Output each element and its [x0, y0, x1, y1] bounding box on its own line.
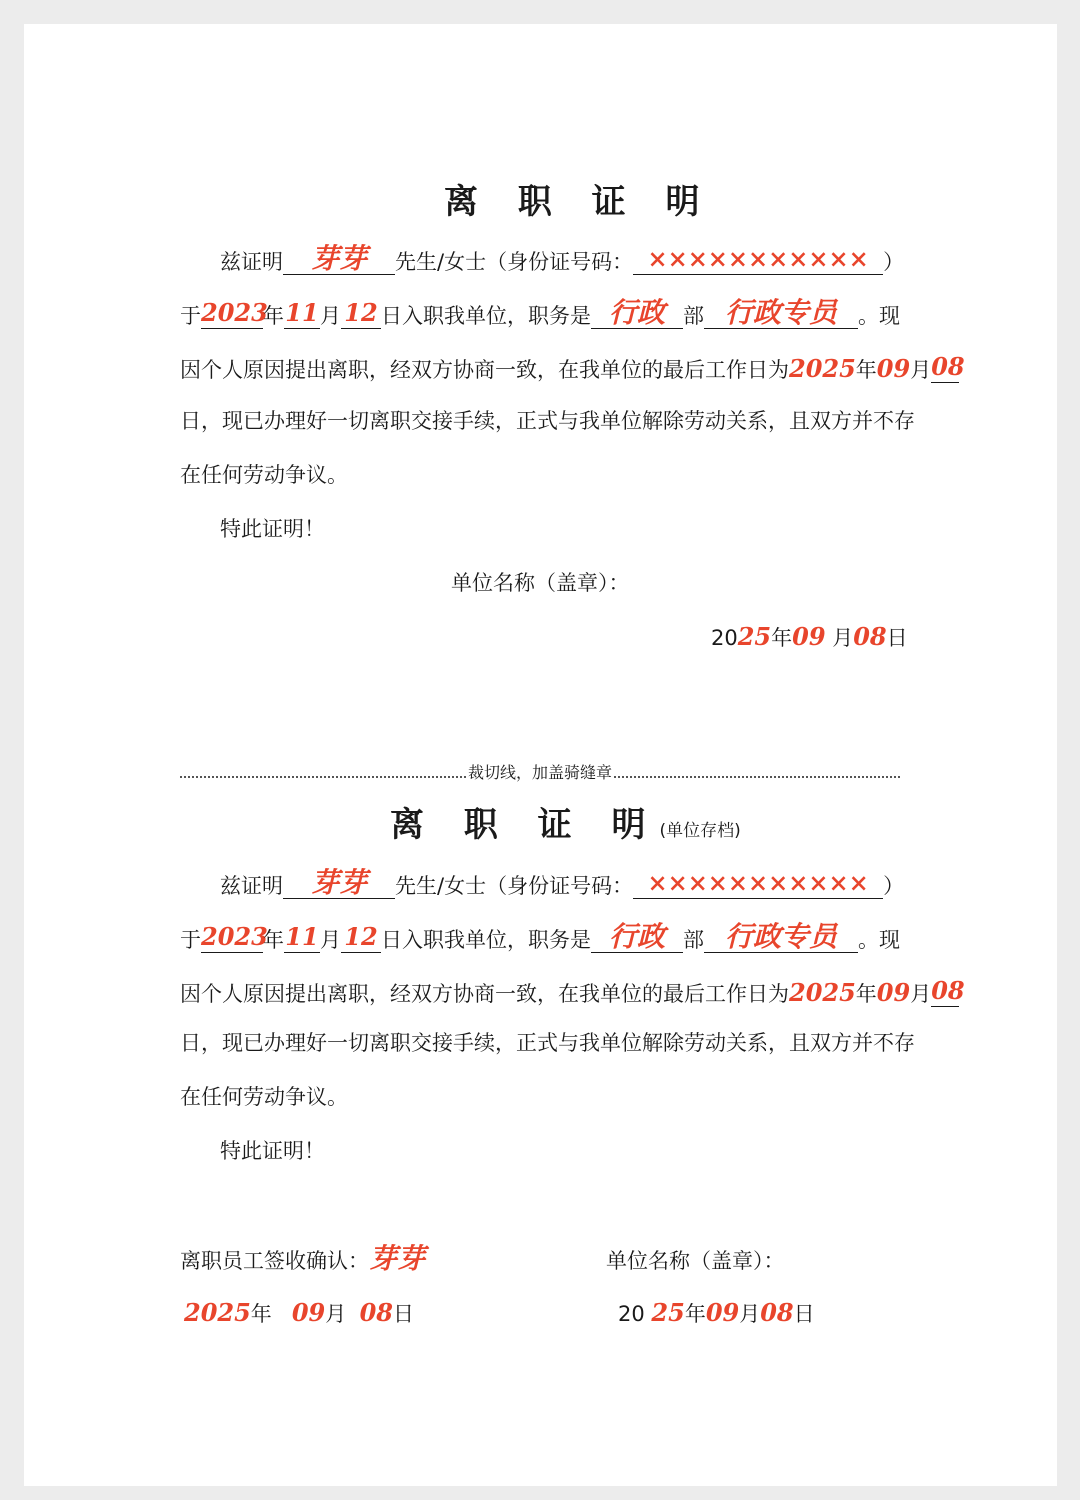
- text: 月: [910, 982, 932, 1006]
- entry-month-blank: [284, 298, 320, 329]
- entry-day-blank: [341, 922, 381, 953]
- co-date-month: 09: [705, 1298, 740, 1327]
- entry-year: 2023: [201, 298, 268, 327]
- entry-day: 12: [344, 922, 378, 951]
- co-date-day: 08: [760, 1298, 794, 1327]
- text: 。现: [858, 928, 900, 952]
- cert1-date: [711, 624, 908, 651]
- employee-name: 芽芽: [310, 866, 367, 899]
- department-blank: [591, 922, 683, 953]
- cert2-company-label: 单位名称（盖章）：: [606, 1249, 785, 1273]
- cut-line: [180, 760, 900, 783]
- employee-sign-row: [180, 1242, 426, 1275]
- department: 行政: [608, 296, 665, 329]
- cert1-line4: 日，现已办理好一切离职交接手续，正式与我单位解除劳动关系，且双方并不存: [180, 409, 915, 433]
- text: 日入职我单位，职务是: [381, 304, 591, 328]
- text: 。现: [858, 304, 900, 328]
- cert1-line1: [220, 244, 904, 275]
- text: 月: [320, 928, 341, 952]
- employee-sign-date: [184, 1300, 414, 1327]
- text: 月: [910, 358, 932, 382]
- position-blank: [704, 298, 858, 329]
- cert2-closing: 特此证明！: [220, 1139, 325, 1163]
- text: 年: [855, 358, 877, 382]
- text: 兹证明: [220, 874, 283, 898]
- cert1-line2: [180, 298, 900, 329]
- cert1-closing: 特此证明！: [220, 517, 325, 541]
- id-blank: [633, 868, 883, 899]
- cert1-line5: 在任何劳动争议。: [180, 463, 348, 487]
- cert2-line2: [180, 922, 900, 953]
- date-month: 09: [792, 622, 826, 651]
- co-date-year: 25: [651, 1298, 685, 1327]
- text: 年: [855, 982, 877, 1006]
- employee-sign-label: 离职员工签收确认：: [180, 1249, 369, 1273]
- employee-name: 芽芽: [310, 242, 367, 275]
- cert2-title-row: [390, 797, 741, 846]
- name-blank: [283, 868, 395, 899]
- entry-month: 11: [285, 298, 319, 327]
- cert2-line1: [220, 868, 904, 899]
- last-day: 08: [931, 352, 965, 381]
- id-number: ×××××××××××: [647, 244, 869, 273]
- text: 兹证明: [220, 250, 283, 274]
- date-year: 25: [737, 622, 772, 651]
- cert2-line5: 在任何劳动争议。: [180, 1085, 348, 1109]
- cert2-line4: 日，现已办理好一切离职交接手续，正式与我单位解除劳动关系，且双方并不存: [180, 1031, 915, 1055]
- text: 年: [263, 928, 284, 952]
- text: 日: [793, 1302, 815, 1326]
- last-month: 09: [876, 354, 911, 383]
- entry-day: 12: [344, 298, 378, 327]
- text: 因个人原因提出离职，经双方协商一致，在我单位的最后工作日为: [180, 982, 789, 1006]
- text: 因个人原因提出离职，经双方协商一致，在我单位的最后工作日为: [180, 358, 789, 382]
- last-year: 2025: [789, 354, 856, 383]
- text: 于: [180, 928, 201, 952]
- cert2-line3: [180, 976, 965, 1007]
- text: 月: [320, 304, 341, 328]
- department: 行政: [608, 920, 665, 953]
- text: 日: [886, 626, 908, 650]
- text: 部: [683, 304, 704, 328]
- cert2-title: 离 职 证 明: [390, 805, 660, 845]
- text: 20: [618, 1302, 645, 1326]
- entry-month: 11: [285, 922, 319, 951]
- name-blank: [283, 244, 395, 275]
- company-sign-date: [618, 1300, 815, 1327]
- dotted-line: [614, 766, 900, 778]
- text: 年: [684, 1302, 706, 1326]
- entry-year: 2023: [201, 922, 268, 951]
- text: 年: [771, 626, 793, 650]
- text: 日: [393, 1302, 414, 1326]
- id-number: ×××××××××××: [647, 868, 869, 897]
- text: 月: [325, 1302, 347, 1326]
- cert1-title: 离 职 证 明: [444, 182, 714, 222]
- cut-line-label: 裁切线，加盖骑缝章: [468, 763, 613, 782]
- last-year: 2025: [789, 978, 856, 1007]
- id-blank: [633, 244, 883, 275]
- text: ）: [883, 874, 905, 898]
- entry-year-blank: [201, 298, 268, 329]
- emp-date-day: 08: [359, 1298, 393, 1327]
- text: 20: [711, 626, 738, 650]
- cert1-line3: [180, 352, 965, 383]
- department-blank: [591, 298, 683, 329]
- text: 先生/女士（身份证号码：: [395, 250, 634, 274]
- text: 月: [825, 626, 854, 650]
- cert1-company-label: 单位名称（盖章）：: [451, 571, 630, 595]
- position-blank: [704, 922, 858, 953]
- employee-signature: 芽芽: [369, 1242, 426, 1275]
- last-day-blank: [931, 352, 965, 383]
- position: 行政专员: [724, 920, 837, 953]
- date-day: 08: [853, 622, 887, 651]
- cert2-title-note: (单位存档): [659, 821, 741, 841]
- document-page: [24, 24, 1057, 1486]
- text: ）: [883, 250, 905, 274]
- position: 行政专员: [724, 296, 837, 329]
- entry-month-blank: [284, 922, 320, 953]
- emp-date-month: 09: [291, 1298, 326, 1327]
- text: 部: [683, 928, 704, 952]
- text: 月: [739, 1302, 761, 1326]
- text: 年: [263, 304, 284, 328]
- last-day: 08: [931, 976, 965, 1005]
- entry-year-blank: [201, 922, 268, 953]
- entry-day-blank: [341, 298, 381, 329]
- text: 日入职我单位，职务是: [381, 928, 591, 952]
- last-day-blank: [931, 976, 965, 1007]
- emp-date-year: 2025: [184, 1298, 251, 1327]
- text: 年: [250, 1302, 272, 1326]
- dotted-line: [180, 766, 466, 778]
- last-month: 09: [876, 978, 911, 1007]
- text: 于: [180, 304, 201, 328]
- text: 先生/女士（身份证号码：: [395, 874, 634, 898]
